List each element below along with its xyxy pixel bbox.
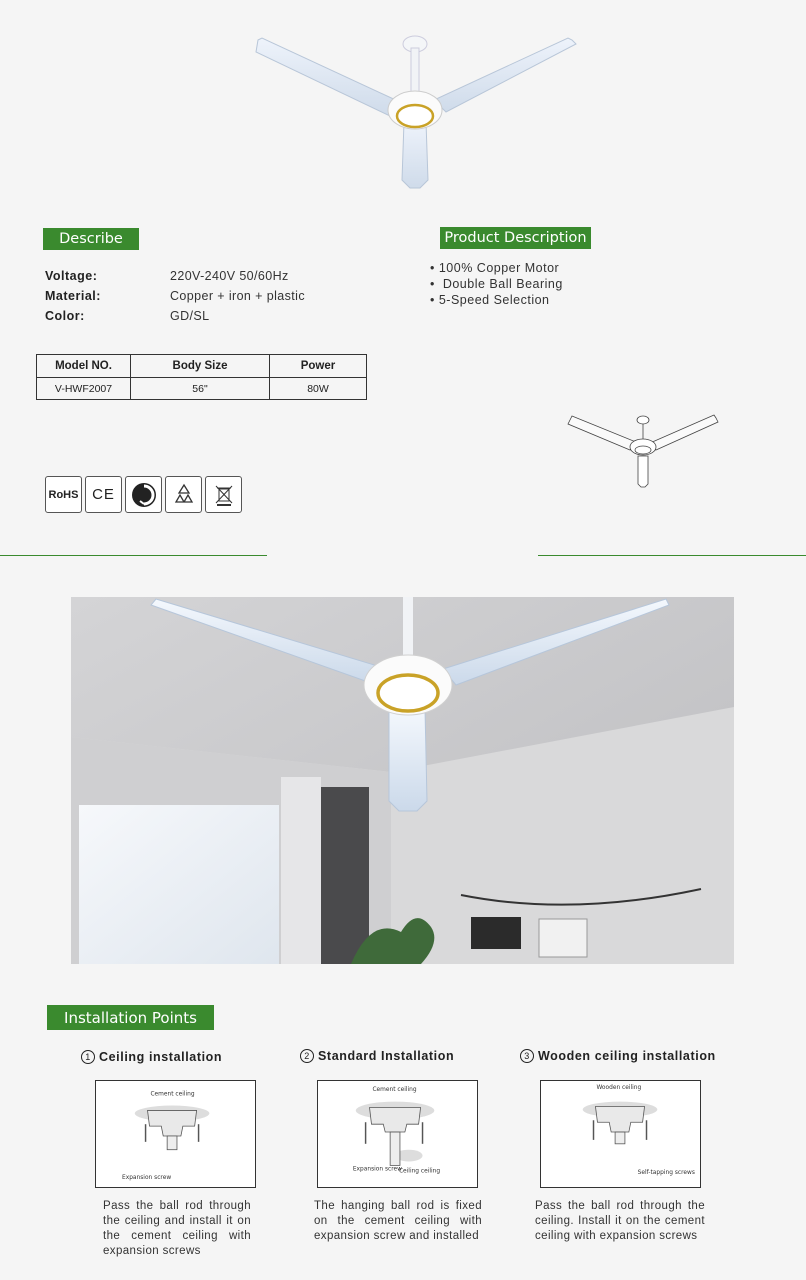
room-installation-photo xyxy=(71,597,734,964)
table-header-row xyxy=(37,355,367,378)
spec-table xyxy=(36,354,367,400)
svg-text:Cement ceiling: Cement ceiling xyxy=(150,1091,195,1098)
certification-row xyxy=(45,476,242,513)
installation-title-ceiling: 1 Ceiling installation xyxy=(81,1050,222,1064)
ceiling-installation-diagram xyxy=(95,1080,256,1188)
divider-line-left xyxy=(0,555,267,556)
spec-list xyxy=(45,269,305,329)
installation-text-wooden: Pass the ball rod through the ceiling. Install it on the cement ceiling with expansion screws xyxy=(535,1200,705,1242)
rohs-icon: RoHS xyxy=(45,476,82,513)
feature-item: • Double Ball Bearing xyxy=(430,277,563,291)
green-dot-icon xyxy=(125,476,162,513)
installation-text-standard: The hanging ball rod is fixed on the cement ceiling with expansion screw and installed xyxy=(314,1200,482,1242)
feature-item: • 100% Copper Motor xyxy=(430,261,560,275)
svg-text:Expansion screw: Expansion screw xyxy=(122,1175,172,1182)
spec-row-color: Color: GD/SL xyxy=(45,309,210,323)
svg-text:Wooden ceiling: Wooden ceiling xyxy=(596,1084,642,1091)
fan-product-image xyxy=(250,30,580,195)
spec-row-voltage: Voltage: 220V-240V 50/60Hz xyxy=(45,269,289,283)
ce-mark-icon: CE xyxy=(85,476,122,513)
product-description-heading: Product Description xyxy=(440,227,591,249)
installation-title-standard: 2 Standard Installation xyxy=(300,1049,454,1063)
step-number: 2 xyxy=(300,1049,314,1063)
wooden-ceiling-installation-diagram xyxy=(540,1080,701,1188)
installation-points-heading: Installation Points xyxy=(47,1005,214,1030)
table-row xyxy=(37,378,367,400)
column-header: Body Size xyxy=(131,355,270,378)
recycle-icon xyxy=(165,476,202,513)
svg-text:Cement ceiling: Cement ceiling xyxy=(372,1086,417,1093)
table-cell: 56" xyxy=(131,378,270,400)
standard-installation-diagram xyxy=(317,1080,478,1188)
svg-text:Expansion screw: Expansion screw xyxy=(352,1166,402,1173)
weee-bin-icon xyxy=(205,476,242,513)
installation-text-ceiling: Pass the ball rod through the ceiling and install it on the cement ceiling with expansion screws xyxy=(103,1200,251,1257)
installation-title-wooden: 3 Wooden ceiling installation xyxy=(520,1049,716,1063)
column-header: Model NO. xyxy=(37,355,131,378)
fan-line-drawing xyxy=(566,412,720,490)
feature-item: • 5-Speed Selection xyxy=(430,293,550,307)
feature-list xyxy=(430,261,563,309)
svg-text:Self-tapping screws: Self-tapping screws xyxy=(637,1170,695,1177)
divider-line-right xyxy=(538,555,806,556)
table-cell: V-HWF2007 xyxy=(37,378,131,400)
describe-heading: Describe xyxy=(43,228,139,250)
step-number: 3 xyxy=(520,1049,534,1063)
column-header: Power xyxy=(270,355,367,378)
svg-text:Ceiling ceiling: Ceiling ceiling xyxy=(398,1168,441,1175)
step-number: 1 xyxy=(81,1050,95,1064)
table-cell: 80W xyxy=(270,378,367,400)
spec-row-material: Material: Copper + iron + plastic xyxy=(45,289,305,303)
